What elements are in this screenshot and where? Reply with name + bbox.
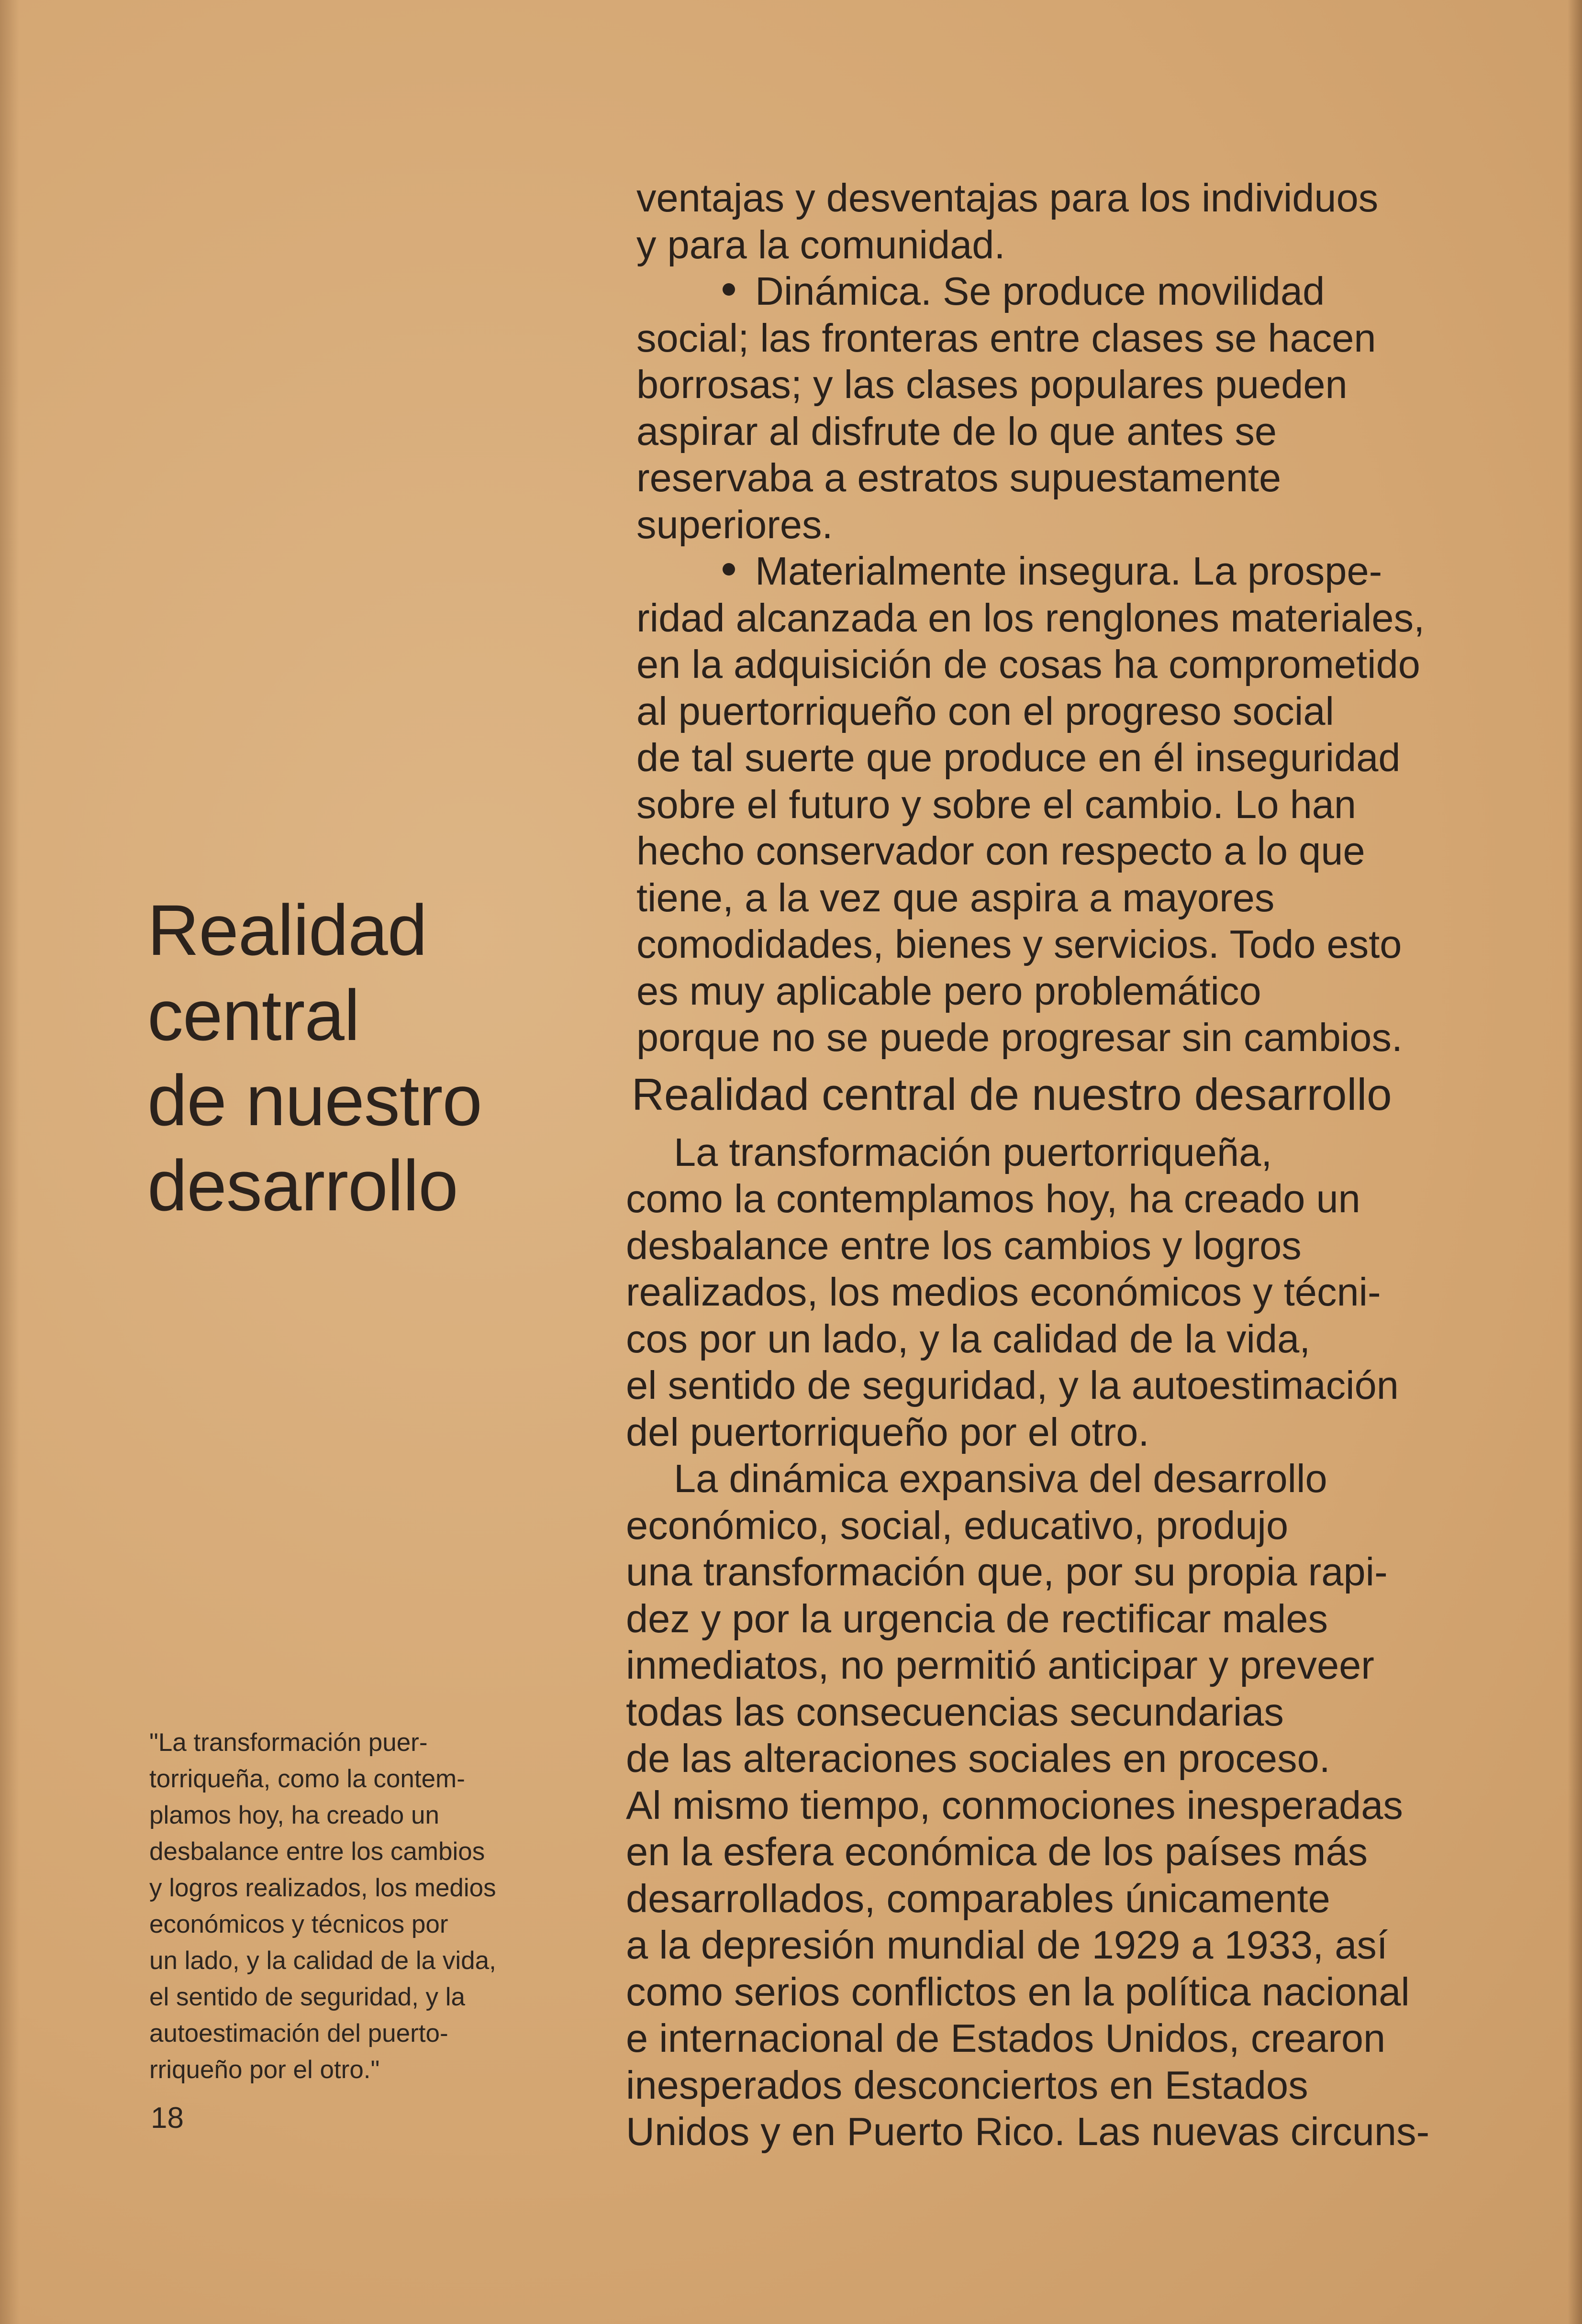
pull-quote-line: y logros realizados, los medios [149, 1874, 496, 1902]
text-line: económico, social, educativo, produjo [626, 1503, 1289, 1548]
text-line: Materialmente insegura. La prospe- [755, 549, 1382, 593]
text-line: sobre el futuro y sobre el cambio. Lo han [636, 782, 1357, 827]
text-line: es muy aplicable pero problemático [636, 968, 1261, 1013]
text-line: cos por un lado, y la calidad de la vida, [626, 1316, 1311, 1361]
text-line: dez y por la urgencia de rectificar males [626, 1596, 1328, 1641]
bullet-item-dinamica [636, 268, 1517, 548]
text-line: borrosas; y las clases populares pueden [636, 362, 1348, 407]
section-heading: Realidad central de nuestro desarrollo [632, 1069, 1392, 1119]
text-line: reservaba a estratos supuestamente [636, 455, 1281, 500]
text-line: desarrollados, comparables únicamente [626, 1876, 1330, 1921]
paragraph-dinamica-expansiva [626, 1455, 1517, 2155]
pull-quote-line: desbalance entre los cambios [149, 1837, 485, 1866]
text-line: a la depresión mundial de 1929 a 1933, así [626, 1923, 1388, 1967]
pull-quote-line: el sentido de seguridad, y la [149, 1983, 465, 2011]
pull-quote-line: un lado, y la calidad de la vida, [149, 1947, 496, 1975]
page-edge-left [0, 0, 19, 2324]
text-line: tiene, a la vez que aspira a mayores [636, 875, 1275, 920]
main-column [626, 175, 1517, 2155]
text-line: porque no se puede progresar sin cambios. [636, 1015, 1403, 1060]
text-line: como serios conflictos en la política nacional [626, 1969, 1410, 2014]
text-line: inesperados desconciertos en Estados [626, 2062, 1308, 2107]
pull-quote-line: económicos y técnicos por [149, 1910, 448, 1938]
text-line: e internacional de Estados Unidos, crearon [626, 2016, 1386, 2060]
text-line: y para la comunidad. [636, 222, 1005, 267]
text-line: La dinámica expansiva del desarrollo [674, 1456, 1327, 1501]
paragraph-transformacion [626, 1129, 1517, 1456]
pull-quote-line: plamos hoy, ha creado un [149, 1801, 439, 1829]
text-line: Unidos y en Puerto Rico. Las nuevas circuns- [626, 2109, 1430, 2154]
bullet-item-materialmente-insegura [636, 548, 1517, 1061]
text-line: comodidades, bienes y servicios. Todo esto [636, 922, 1402, 966]
side-title-line: desarrollo [147, 1145, 458, 1226]
side-title-line: Realidad [147, 890, 427, 970]
text-line: el sentido de seguridad, y la autoestimación [626, 1363, 1399, 1407]
text-line: hecho conservador con respecto a lo que [636, 829, 1365, 873]
intro-paragraph [636, 175, 1517, 268]
side-title [147, 887, 578, 1228]
text-line: ridad alcanzada en los renglones materiales, [636, 595, 1425, 640]
bullet-dot-icon [723, 283, 735, 296]
text-line: de tal suerte que produce en él inseguridad [636, 735, 1401, 780]
text-line: como la contemplamos hoy, ha creado un [626, 1176, 1360, 1221]
text-line: Al mismo tiempo, conmociones inesperadas [626, 1782, 1403, 1827]
pull-quote-line: rriqueño por el otro." [149, 2056, 380, 2084]
text-line: La transformación puertorriqueña, [674, 1129, 1272, 1174]
pull-quote-line: torriqueña, como la contem- [149, 1765, 465, 1793]
pull-quote-line: "La transformación puer- [149, 1728, 428, 1757]
text-line: en la esfera económica de los países más [626, 1829, 1368, 1874]
text-line: aspirar al disfrute de lo que antes se [636, 409, 1277, 454]
text-line: Dinámica. Se produce movilidad [755, 269, 1325, 313]
bullet-dot-icon [723, 563, 735, 575]
text-line: realizados, los medios económicos y técni- [626, 1270, 1381, 1314]
text-line: social; las fronteras entre clases se hacen [636, 315, 1376, 360]
text-line: inmediatos, no permitió anticipar y preveer [626, 1643, 1374, 1687]
text-line: desbalance entre los cambios y logros [626, 1223, 1302, 1268]
text-line: en la adquisición de cosas ha comprometido [636, 642, 1420, 686]
page-edge-right [1568, 0, 1582, 2324]
text-line: todas las consecuencias secundarias [626, 1689, 1284, 1734]
side-title-line: de nuestro [147, 1060, 482, 1140]
text-line: de las alteraciones sociales en proceso. [626, 1736, 1330, 1781]
text-line: al puertorriqueño con el progreso social [636, 688, 1334, 733]
pull-quote [149, 1725, 590, 2088]
text-line: superiores. [636, 502, 833, 547]
side-title-line: central [147, 975, 360, 1055]
text-line: del puertorriqueño por el otro. [626, 1409, 1149, 1454]
pull-quote-line: autoestimación del puerto- [149, 2019, 448, 2047]
page-number: 18 [151, 2102, 184, 2135]
text-line: una transformación que, por su propia rapi- [626, 1549, 1388, 1594]
text-line: ventajas y desventajas para los individuos [636, 176, 1379, 220]
